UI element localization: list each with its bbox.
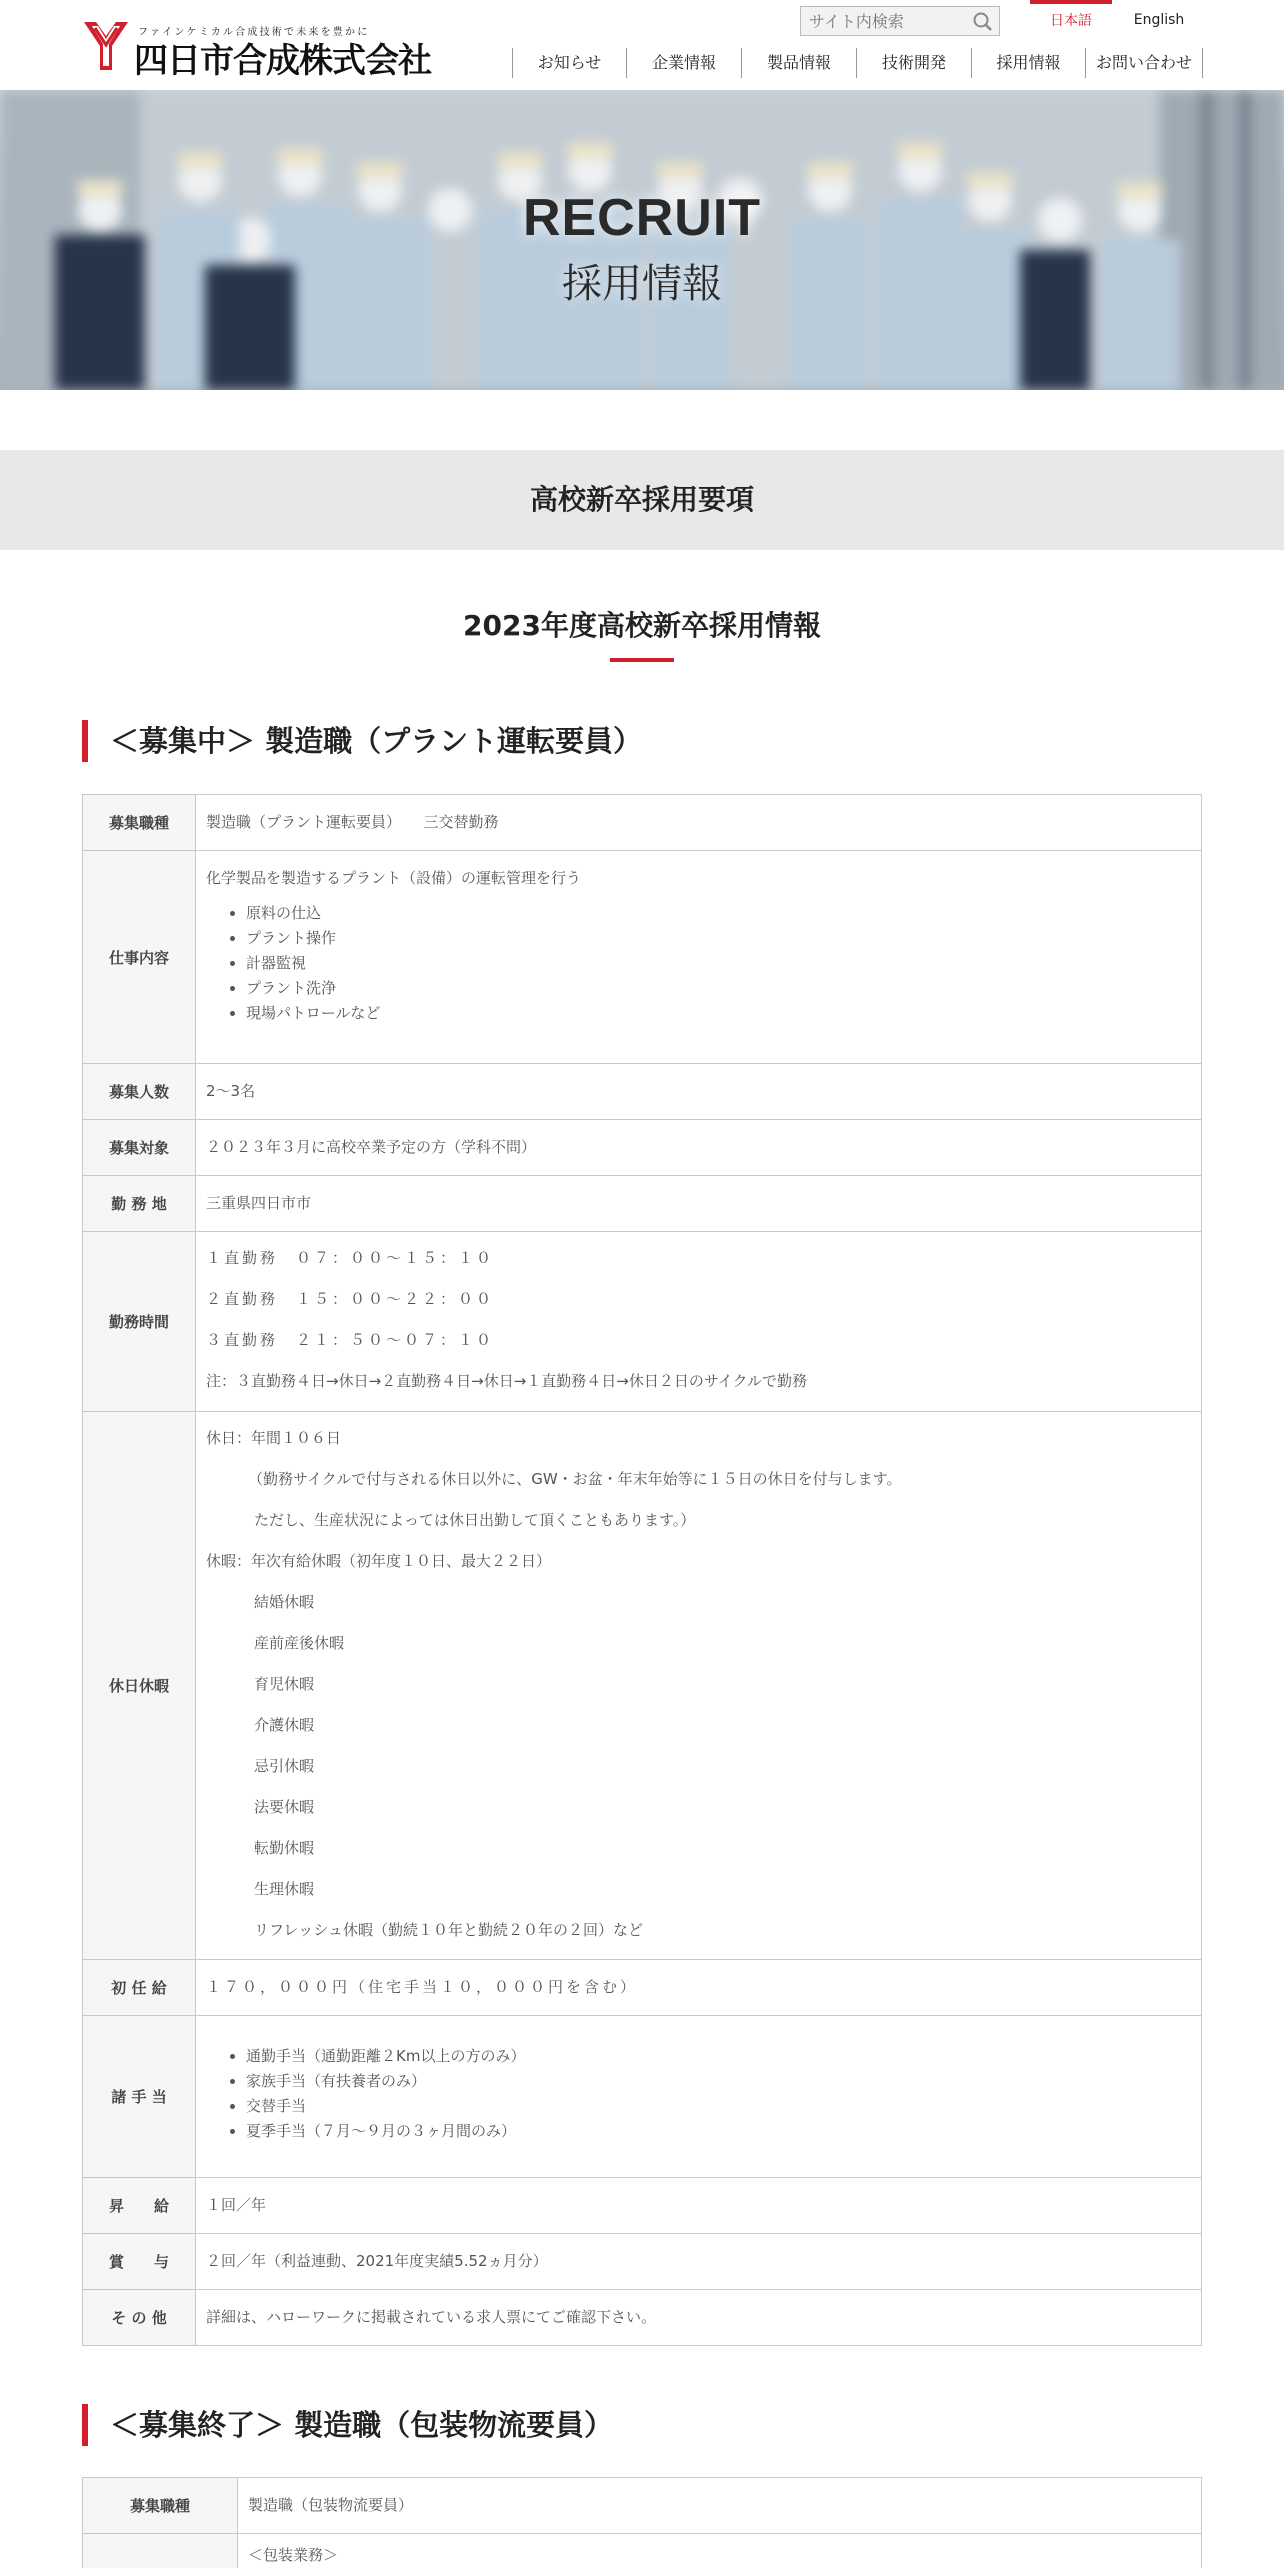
row-label-headcount: 募集人数 — [83, 1064, 196, 1120]
section-heading-packaging-logistics: ＜募集終了＞ 製造職（包装物流要員） — [82, 2404, 1202, 2446]
job-type-value: 製造職（包装物流要員） — [238, 2478, 1202, 2534]
nav-item-products[interactable]: 製品情報 — [742, 48, 857, 78]
language-japanese[interactable]: 日本語 — [1030, 0, 1112, 40]
headcount-value: 2～3名 — [196, 1064, 1202, 1120]
holidays-note: ただし、生産状況によっては休日出勤して頂くこともあります。） — [254, 1511, 696, 1529]
row-label-hours: 勤務時間 — [83, 1232, 196, 1412]
site-search — [800, 6, 1000, 36]
location-value: 三重県四日市市 — [196, 1176, 1202, 1232]
leave-item: 産前産後休暇 — [254, 1634, 345, 1652]
language-english[interactable]: English — [1133, 12, 1185, 28]
title-underline — [610, 658, 674, 662]
table-row — [83, 2234, 1202, 2290]
table-row — [83, 2534, 1202, 2568]
row-label-duties — [83, 2534, 238, 2568]
holidays-note: （勤務サイクルで付与される休日以外に、GW・お盆・年末年始等に１５日の休日を付与します。 — [248, 1470, 902, 1488]
hero-banner — [0, 90, 1284, 390]
allowances-list — [206, 2044, 1191, 2144]
nav-item-company[interactable]: 企業情報 — [627, 48, 742, 78]
row-label-holidays: 休日休暇 — [83, 1412, 196, 1960]
table-row — [83, 2178, 1202, 2234]
duties-intro: 化学製品を製造するプラント（設備）の運転管理を行う — [206, 869, 582, 887]
leave-item: 育児休暇 — [254, 1675, 315, 1693]
bonus-value: ２回／年（利益連動、2021年度実績5.52ヵ月分） — [196, 2234, 1202, 2290]
duties-list — [206, 901, 1191, 1026]
page-section-title: 高校新卒採用要項 — [0, 450, 1284, 550]
search-icon[interactable] — [971, 10, 995, 32]
row-label-location: 勤 務 地 — [83, 1176, 196, 1232]
hero-subtitle: 採用情報 — [562, 261, 722, 307]
holidays-leave: 休暇：年次有給休暇（初年度１０日、最大２２日） — [206, 1552, 552, 1570]
global-nav — [512, 48, 1203, 78]
row-label-salary: 初 任 給 — [83, 1960, 196, 2016]
duties-value — [238, 2534, 1202, 2568]
leave-item: 結婚休暇 — [254, 1593, 315, 1611]
hours-line: ２直勤務 １５：００～２２：００ — [206, 1290, 495, 1308]
requirements-table-packaging-logistics — [82, 2477, 1202, 2568]
row-label-raise: 昇 給 — [83, 2178, 196, 2234]
hours-line: ３直勤務 ２１：５０～０７：１０ — [206, 1331, 495, 1349]
job-type-value: 製造職（プラント運転要員） 三交替勤務 — [196, 795, 1202, 851]
requirements-table-plant-operator — [82, 794, 1202, 2346]
section-heading-plant-operator: ＜募集中＞ 製造職（プラント運転要員） — [82, 720, 1202, 762]
duties-value — [196, 851, 1202, 1064]
hero-title: RECRUIT — [522, 189, 762, 247]
leave-item: 生理休暇 — [254, 1880, 315, 1898]
list-item: • 計器監視 — [246, 951, 1191, 976]
holidays-value — [196, 1412, 1202, 1960]
search-input[interactable] — [801, 7, 969, 35]
row-label-bonus: 賞 与 — [83, 2234, 196, 2290]
allowances-value — [196, 2016, 1202, 2178]
table-row — [83, 1960, 1202, 2016]
nav-item-contact[interactable]: お問い合わせ — [1086, 48, 1203, 78]
leave-item: リフレッシュ休暇（勤続１０年と勤続２０年の２回）など — [254, 1921, 643, 1939]
list-item: • プラント洗浄 — [246, 976, 1191, 1001]
table-row — [83, 1412, 1202, 1960]
row-label-allowances: 諸 手 当 — [83, 2016, 196, 2178]
other-value: 詳細は、ハローワークに掲載されている求人票にてご確認下さい。 — [196, 2290, 1202, 2346]
row-label-duties: 仕事内容 — [83, 851, 196, 1064]
company-logo[interactable] — [82, 16, 431, 81]
list-item: • 夏季手当（７月～９月の３ヶ月間のみ） — [246, 2119, 1191, 2144]
leave-item: 忌引休暇 — [254, 1757, 315, 1775]
nav-item-news[interactable]: お知らせ — [513, 48, 627, 78]
table-row — [83, 851, 1202, 1064]
list-item: • プラント操作 — [246, 926, 1191, 951]
hours-line: １直勤務 ０７：００～１５：１０ — [206, 1249, 495, 1267]
table-row — [83, 2016, 1202, 2178]
list-item: • 交替手当 — [246, 2094, 1191, 2119]
row-label-other: そ の 他 — [83, 2290, 196, 2346]
list-item: • 家族手当（有扶養者のみ） — [246, 2069, 1191, 2094]
logo-company-name: 四日市合成株式会社 — [134, 41, 431, 81]
site-header — [0, 0, 1284, 90]
table-row — [83, 1232, 1202, 1412]
logo-tagline: ファインケミカル合成技術で未来を豊かに — [138, 27, 370, 38]
leave-item: 介護休暇 — [254, 1716, 315, 1734]
hours-value — [196, 1232, 1202, 1412]
row-label-job-type: 募集職種 — [83, 795, 196, 851]
table-row — [83, 2290, 1202, 2346]
list-item: • 通勤手当（通勤距離２Km以上の方のみ） — [246, 2044, 1191, 2069]
table-row — [83, 795, 1202, 851]
table-row — [83, 1064, 1202, 1120]
holidays-days-off: 休日：年間１０６日 — [206, 1429, 342, 1447]
list-item: • 現場パトロールなど — [246, 1001, 1191, 1026]
salary-value: １７０，０００円（住宅手当１０，０００円を含む） — [196, 1960, 1202, 2016]
target-value: ２０２３年３月に高校卒業予定の方（学科不問） — [196, 1120, 1202, 1176]
leave-item: 転勤休暇 — [254, 1839, 315, 1857]
nav-item-technology[interactable]: 技術開発 — [857, 48, 972, 78]
table-row — [83, 2478, 1202, 2534]
raise-value: １回／年 — [196, 2178, 1202, 2234]
year-title: 2023年度高校新卒採用情報 — [463, 609, 821, 642]
hours-note: 注：３直勤務４日→休日→２直勤務４日→休日→１直勤務４日→休日２日のサイクルで勤務 — [206, 1372, 808, 1390]
row-label-target: 募集対象 — [83, 1120, 196, 1176]
duties-intro: ＜包装業務＞ — [248, 2546, 339, 2564]
list-item: • 原料の仕込 — [246, 901, 1191, 926]
table-row — [83, 1120, 1202, 1176]
logo-mark-icon — [82, 20, 130, 72]
leave-item: 法要休暇 — [254, 1798, 315, 1816]
table-row — [83, 1176, 1202, 1232]
nav-item-recruit[interactable]: 採用情報 — [972, 48, 1086, 78]
row-label-job-type: 募集職種 — [83, 2478, 238, 2534]
